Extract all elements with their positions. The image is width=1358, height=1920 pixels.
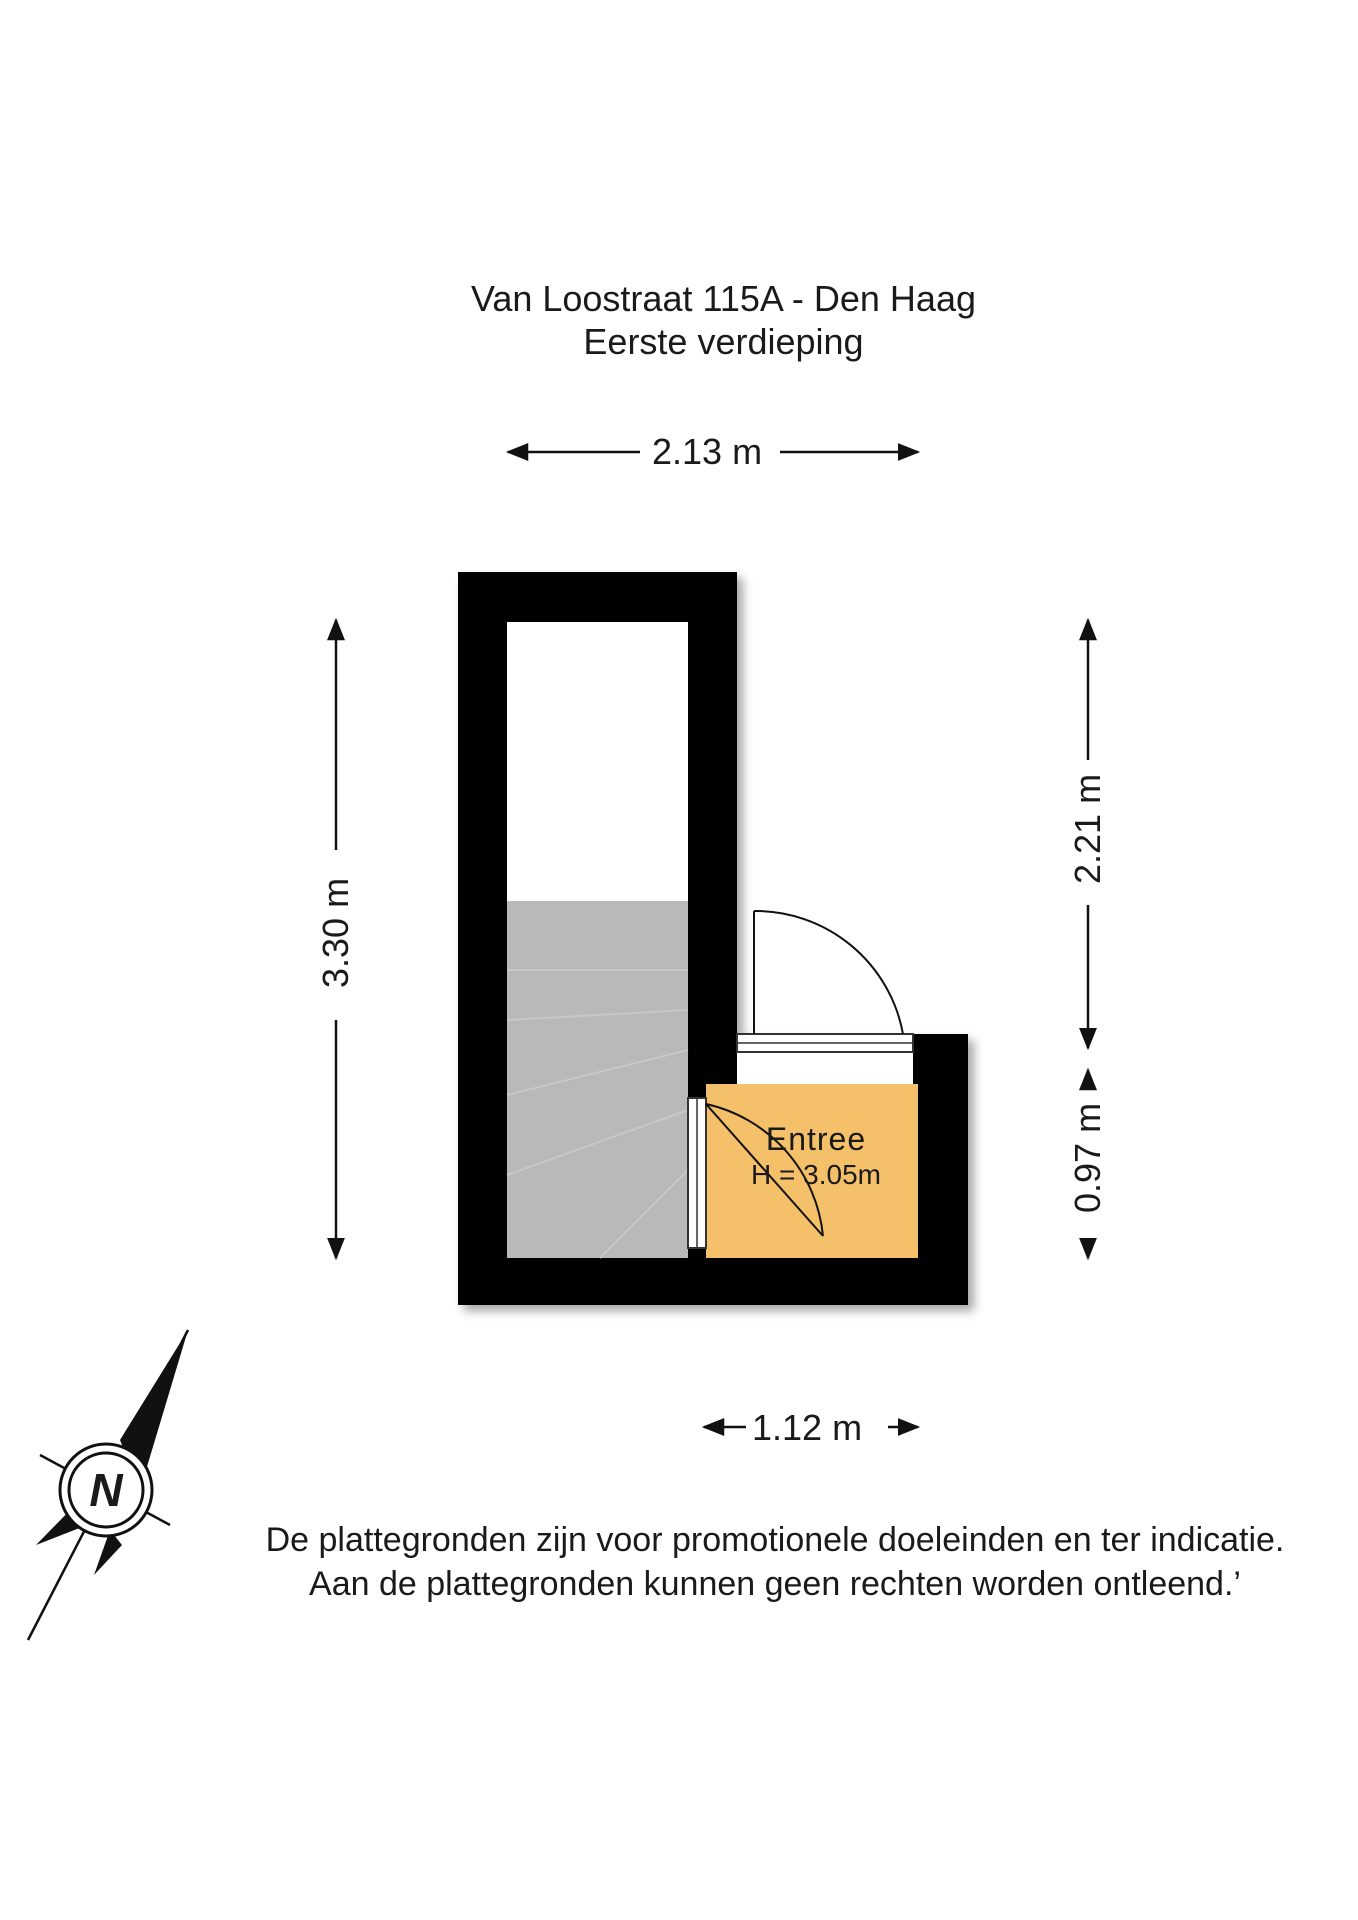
dim-top-width: 2.13 m (652, 431, 763, 472)
disclaimer-line-2: Aan de plattegronden kunnen geen rechten worden ontleend.’ (309, 1565, 1241, 1603)
stairs (507, 901, 688, 1258)
floor-title: Eerste verdieping (583, 321, 864, 362)
room-entree-label (716, 1120, 916, 1192)
room-name: Entree (765, 1121, 867, 1157)
dim-right-upper-height: 2.21 m (1067, 773, 1108, 884)
dim-right-lower-height: 0.97 m (1067, 1102, 1108, 1213)
address-title: Van Loostraat 115A - Den Haag (470, 278, 976, 319)
dim-left-height: 3.30 m (315, 877, 356, 988)
room-height: H = 3.05m (751, 1159, 881, 1190)
front-door (737, 911, 913, 1052)
disclaimer-line-1: De plattegronden zijn voor promotionele doeleinden en ter indicatie. (265, 1521, 1285, 1559)
dim-bottom-width: 1.12 m (752, 1407, 863, 1448)
compass-north-label: N (89, 1464, 123, 1516)
void-area (507, 622, 688, 901)
